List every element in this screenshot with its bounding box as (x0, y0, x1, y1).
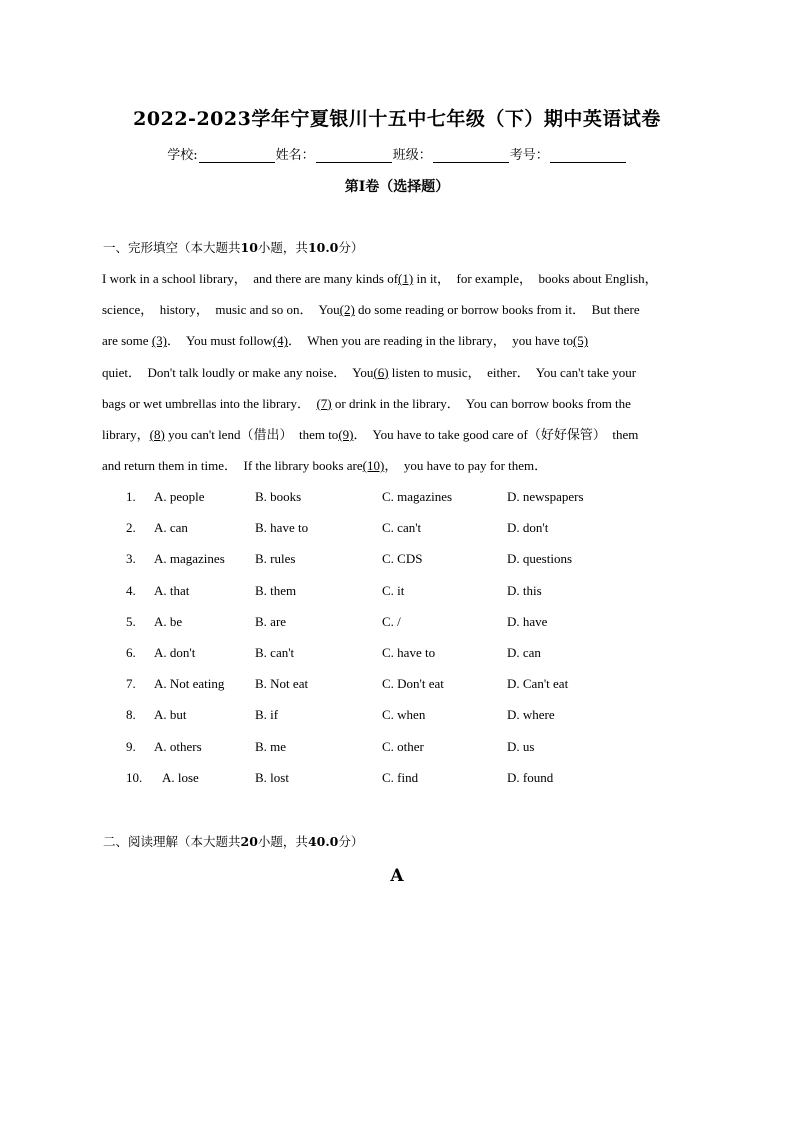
option-b[interactable]: B. books (255, 489, 302, 504)
blank-4: (4) (272, 333, 288, 349)
option-a[interactable]: A. don't (154, 644, 196, 660)
answer-options (122, 486, 642, 798)
question-row (122, 486, 642, 517)
question-number: 1. (126, 489, 136, 504)
question-row (122, 673, 642, 704)
option-c[interactable]: C. / (382, 613, 401, 629)
question-row (122, 767, 642, 798)
blank-7: (7) (316, 395, 332, 411)
blank-10: (10) (362, 458, 385, 474)
blank-1: (1) (398, 271, 414, 286)
exam-no-blank[interactable] (550, 148, 626, 163)
blank-3: (3) (151, 333, 167, 349)
class-label: 班级： (392, 148, 432, 163)
blank-6: (6) (373, 364, 389, 380)
blank-2: (2) (339, 302, 355, 318)
name-label: 姓名： (275, 148, 315, 163)
passage-line: bags or wet umbrellas into the library． (7) or drink in the library． You can borrow books from the (102, 395, 631, 411)
student-info-line (0, 144, 794, 163)
class-blank[interactable] (433, 148, 509, 163)
option-a[interactable]: A. but (154, 707, 187, 723)
option-a[interactable]: A. Not eating (154, 676, 225, 692)
volume-heading: 第I卷（选择题） (344, 179, 450, 195)
option-d[interactable]: D. where (507, 707, 555, 723)
option-a[interactable]: A. be (154, 613, 183, 629)
option-d[interactable]: D. don't (507, 520, 549, 536)
passage-line: quiet． Don't talk loudly or make any noise． You(6) listen to music， either． You can't take your (102, 364, 637, 380)
question-number: 3. (126, 551, 136, 567)
section2-count: 20 (240, 834, 258, 849)
option-c[interactable]: C. magazines (382, 489, 453, 504)
passage-line: are some (3)． You must follow(4)． When you are reading in the library， you have to(5) (102, 333, 589, 349)
option-b[interactable]: B. have to (255, 520, 309, 536)
option-c[interactable]: C. Don't eat (382, 676, 444, 692)
option-a[interactable]: A. lose (162, 769, 199, 785)
section2-score: 40.0 (307, 834, 339, 849)
question-row (122, 611, 642, 642)
option-c[interactable]: C. CDS (382, 551, 423, 567)
school-label: 学校: (167, 148, 198, 163)
question-number: 5. (126, 613, 136, 629)
name-blank[interactable] (316, 148, 392, 163)
question-number: 2. (126, 520, 136, 536)
option-d[interactable]: D. found (507, 769, 554, 785)
option-a[interactable]: A. others (154, 738, 202, 754)
option-b[interactable]: B. Not eat (255, 676, 309, 692)
question-row (122, 548, 642, 579)
passage-line: science， history， music and so on． You(2) do some reading or borrow books from it． But there (102, 302, 640, 318)
passage-line: and return them in time． If the library books are(10)， you have to pay for them． (102, 458, 548, 474)
passage-a-label: A (390, 866, 404, 886)
option-d[interactable]: D. can (507, 644, 541, 660)
passage-line: I work in a school library， and there are many kinds of(1) in it， for example， books about English， (102, 271, 658, 286)
blank-9: (9) (338, 426, 354, 442)
option-c[interactable]: C. it (382, 582, 405, 598)
option-b[interactable]: B. rules (255, 551, 296, 567)
option-c[interactable]: C. have to (382, 644, 436, 660)
option-d[interactable]: D. Can't eat (507, 676, 569, 692)
section1-heading: 一、完形填空（本大题共10小题，共10.0分） (103, 240, 364, 255)
blank-5: (5) (572, 333, 589, 349)
option-c[interactable]: C. when (382, 707, 426, 723)
section2-heading: 二、阅读理解（本大题共20小题，共40.0分） (103, 834, 364, 849)
question-row (122, 704, 642, 735)
option-c[interactable]: C. find (382, 769, 419, 785)
section1-score: 10.0 (307, 240, 339, 255)
exam-no-label: 考号： (509, 148, 549, 163)
blank-8: (8) (149, 426, 165, 442)
question-number: 7. (126, 676, 136, 692)
option-b[interactable]: B. are (255, 613, 287, 629)
question-row (122, 736, 642, 767)
option-b[interactable]: B. them (255, 582, 297, 598)
option-d[interactable]: D. us (507, 738, 535, 754)
exam-title: 2022-2023学年宁夏银川十五中七年级（下）期中英语试卷 (133, 108, 661, 130)
option-d[interactable]: D. questions (507, 551, 572, 567)
question-row (122, 580, 642, 611)
question-number: 9. (126, 738, 136, 754)
option-d[interactable]: D. this (507, 582, 542, 598)
option-a[interactable]: A. can (154, 520, 188, 536)
question-number: 4. (126, 582, 136, 598)
passage-line: library，(8) you can't lend（借出） them to(9)． You have to take good care of（好好保管） them (102, 426, 639, 442)
question-row (122, 642, 642, 673)
school-blank[interactable] (199, 148, 275, 163)
option-d[interactable]: D. have (507, 613, 548, 629)
question-number: 8. (126, 707, 136, 723)
option-a[interactable]: A. people (154, 489, 205, 504)
option-c[interactable]: C. other (382, 738, 424, 754)
option-a[interactable]: A. that (154, 582, 190, 598)
question-number: 6. (126, 644, 136, 660)
option-b[interactable]: B. lost (255, 769, 289, 785)
question-row (122, 517, 642, 548)
option-a[interactable]: A. magazines (154, 551, 225, 567)
question-number: 10. (126, 769, 143, 785)
option-b[interactable]: B. can't (255, 644, 295, 660)
option-c[interactable]: C. can't (382, 520, 422, 536)
option-b[interactable]: B. if (255, 707, 279, 723)
option-d[interactable]: D. newspapers (507, 489, 584, 504)
option-b[interactable]: B. me (255, 738, 287, 754)
cloze-passage (102, 268, 702, 486)
section1-count: 10 (240, 240, 258, 255)
